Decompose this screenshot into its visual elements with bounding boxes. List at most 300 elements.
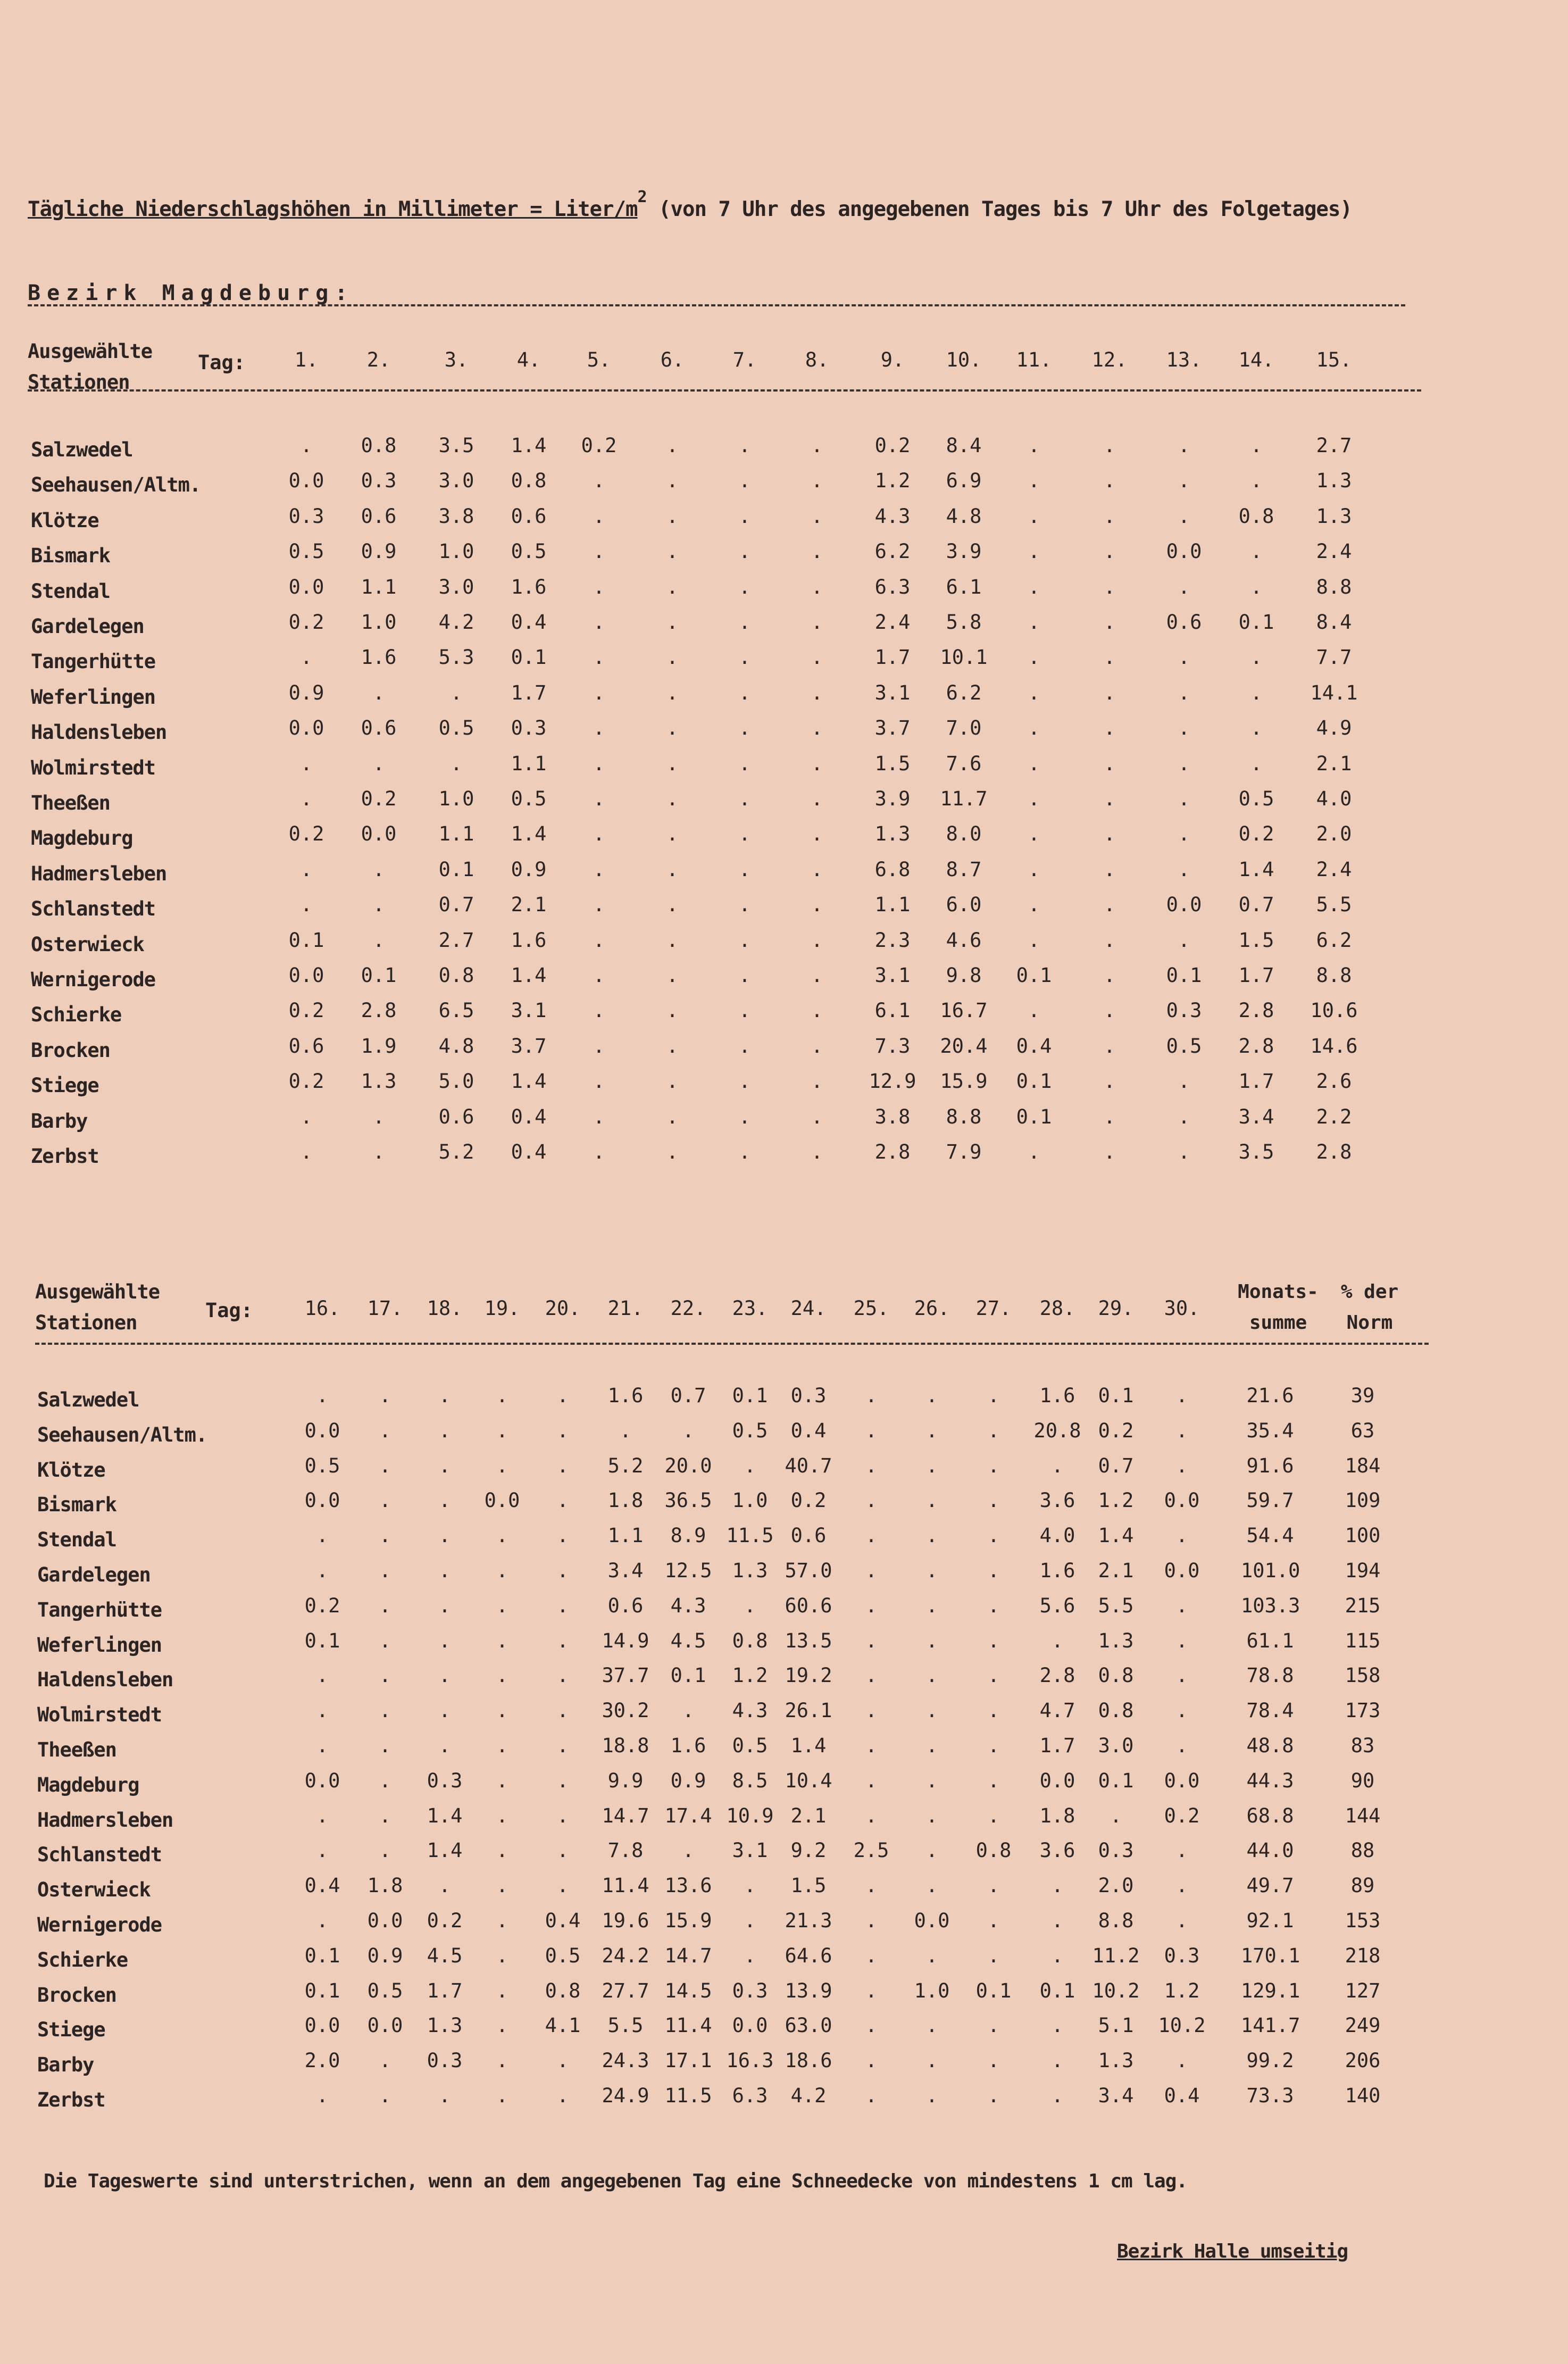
precip-value: . (593, 681, 605, 704)
precip-value: 1.2 (874, 469, 911, 493)
precip-value: . (744, 1944, 756, 1967)
precip-value: . (738, 540, 751, 563)
precip-value: . (1178, 469, 1190, 493)
station-name: Gardelegen (37, 1563, 151, 1586)
precip-value: . (1175, 2049, 1188, 2072)
precip-value: 1.6 (511, 575, 547, 598)
precip-value: . (811, 1141, 823, 1163)
station-name: Schlanstedt (31, 897, 156, 921)
precip-value: . (556, 1524, 569, 1547)
precip-value: 0.5 (1166, 1034, 1202, 1058)
precip-value: . (865, 1944, 878, 1967)
precip-value: . (666, 752, 679, 775)
precip-value: 0.0 (304, 1419, 340, 1442)
precip-value: 0.5 (732, 1734, 768, 1757)
percent-norm-value: 249 (1345, 2014, 1381, 2037)
precip-value: . (593, 928, 605, 952)
precip-value: . (379, 1839, 391, 1862)
precip-value: 5.2 (438, 1141, 474, 1163)
precip-value: 6.0 (946, 893, 982, 917)
precip-value: 2.6 (1316, 1070, 1352, 1093)
precip-value: . (1103, 469, 1116, 493)
precip-value: 5.5 (1316, 893, 1352, 917)
precip-value: 2.8 (361, 999, 397, 1022)
day-header: 7. (732, 348, 757, 371)
precip-value: . (556, 1594, 569, 1617)
precip-value: 0.0 (1164, 1559, 1200, 1582)
precip-value: . (925, 1629, 938, 1652)
precip-value: . (865, 1594, 878, 1617)
percent-norm-value: 63 (1350, 1419, 1375, 1442)
precip-value: 1.9 (361, 1034, 397, 1058)
precip-value: 2.4 (1316, 540, 1352, 563)
precip-value: . (1103, 504, 1116, 528)
precip-value: 1.8 (607, 1489, 644, 1512)
precip-value: . (738, 752, 751, 775)
precip-value: . (1051, 2049, 1064, 2072)
precip-value: . (738, 893, 751, 917)
precip-value: . (316, 1664, 329, 1687)
precip-value: . (379, 1629, 391, 1652)
precip-value: . (811, 646, 823, 669)
precip-value: 0.9 (670, 1769, 706, 1792)
precip-value: . (1250, 646, 1263, 669)
precip-value: . (300, 1105, 313, 1128)
precip-value: 18.8 (602, 1734, 649, 1757)
precip-value: . (496, 2049, 508, 2072)
precip-value: . (1103, 717, 1116, 740)
precip-value: . (987, 1629, 1000, 1652)
precip-value: 0.1 (1166, 964, 1202, 987)
precip-value: 1.4 (427, 1804, 463, 1827)
precip-value: . (556, 1734, 569, 1757)
precip-value: 6.1 (874, 999, 911, 1022)
precip-value: 17.1 (664, 2049, 712, 2072)
precip-value: 4.7 (1039, 1699, 1075, 1722)
percent-norm-value: 90 (1350, 1769, 1375, 1792)
precip-value: 1.4 (790, 1734, 827, 1757)
day-header: 3. (444, 348, 469, 371)
monthly-sum-value: 91.6 (1246, 1454, 1294, 1477)
monthly-sum-value: 48.8 (1246, 1734, 1294, 1757)
precip-value: . (666, 964, 679, 987)
precip-value: 0.5 (304, 1454, 340, 1477)
precip-value: . (811, 822, 823, 846)
precip-value: . (379, 1419, 391, 1442)
precip-value: 0.6 (288, 1034, 324, 1058)
precip-value: . (925, 1489, 938, 1512)
day-header: 9. (880, 348, 905, 371)
precip-value: 0.0 (304, 1769, 340, 1792)
precip-value: 0.0 (361, 822, 397, 846)
precip-value: 1.6 (670, 1734, 706, 1757)
precip-value: . (1028, 681, 1040, 704)
precip-value: 5.5 (607, 2014, 644, 2037)
precip-value: . (738, 1105, 751, 1128)
precip-value: 1.0 (438, 540, 474, 563)
precip-value: . (1103, 964, 1116, 987)
precip-value: . (496, 1734, 508, 1757)
precip-value: 0.1 (288, 928, 324, 952)
station-name: Salzwedel (31, 438, 133, 461)
monthly-sum-value: 21.6 (1246, 1384, 1294, 1407)
precip-value: 1.3 (427, 2014, 463, 2037)
precip-value: . (744, 1874, 756, 1897)
monthly-sum-value: 61.1 (1246, 1629, 1294, 1652)
precip-value: . (1028, 434, 1040, 457)
station-name: Wolmirstedt (37, 1703, 162, 1727)
precip-value: . (496, 1559, 508, 1582)
day-header: 25. (853, 1297, 889, 1320)
percent-norm-value: 127 (1345, 1979, 1381, 2002)
day-header: 12. (1091, 348, 1128, 371)
precip-value: . (1178, 434, 1190, 457)
precip-value: . (865, 1734, 878, 1757)
precip-value: 3.0 (1098, 1734, 1134, 1757)
monthly-sum-value: 170.1 (1241, 1944, 1300, 1967)
title-superscript: 2 (637, 188, 647, 206)
precip-value: . (372, 893, 385, 917)
day-header: 28. (1039, 1297, 1075, 1320)
precip-value: . (1175, 1664, 1188, 1687)
precip-value: 0.4 (1016, 1034, 1052, 1058)
precip-value: 0.4 (511, 611, 547, 634)
precip-value: . (987, 1384, 1000, 1407)
precip-value: . (1028, 646, 1040, 669)
precip-value: . (556, 1769, 569, 1792)
precip-value: 0.4 (511, 1141, 547, 1163)
precip-value: 8.7 (946, 858, 982, 881)
precip-value: 0.2 (790, 1489, 827, 1512)
precip-value: . (987, 1804, 1000, 1827)
precip-value: 0.1 (304, 1944, 340, 1967)
precip-value: . (865, 1874, 878, 1897)
precip-value: . (925, 2084, 938, 2107)
precip-value: 1.3 (874, 822, 911, 846)
precip-value: 2.3 (874, 928, 911, 952)
precip-value: . (1028, 1141, 1040, 1163)
precip-value: . (556, 1664, 569, 1687)
station-name: Schierke (37, 1948, 128, 1971)
precip-value: 0.5 (438, 717, 474, 740)
precip-value: 0.4 (304, 1874, 340, 1897)
precip-value: . (987, 1664, 1000, 1687)
precip-value: 0.6 (1166, 611, 1202, 634)
station-name: Osterwieck (37, 1878, 151, 1902)
percent-norm-value: 109 (1345, 1489, 1381, 1512)
precip-value: 2.4 (1316, 858, 1352, 881)
precip-value: 0.8 (511, 469, 547, 493)
precip-value: . (496, 1629, 508, 1652)
precip-value: 14.1 (1310, 681, 1358, 704)
precip-value: . (987, 2049, 1000, 2072)
station-name: Weferlingen (31, 685, 156, 709)
precip-value: 0.1 (1098, 1384, 1134, 1407)
precip-value: 0.2 (581, 434, 617, 457)
precip-value: . (1103, 1105, 1116, 1128)
precip-value: . (987, 1454, 1000, 1477)
precip-value: . (496, 1524, 508, 1547)
precip-value: 2.1 (1098, 1559, 1134, 1582)
precip-value: 37.7 (602, 1664, 649, 1687)
precip-value: . (556, 2084, 569, 2107)
precip-value: 0.1 (304, 1629, 340, 1652)
precip-value: 0.1 (511, 646, 547, 669)
precip-value: 1.6 (1039, 1559, 1075, 1582)
precip-value: . (1175, 1384, 1188, 1407)
precip-value: . (1103, 681, 1116, 704)
precip-value: . (865, 2049, 878, 2072)
precip-value: 0.0 (1166, 893, 1202, 917)
precip-value: . (1250, 681, 1263, 704)
precip-value: . (925, 1804, 938, 1827)
precip-value: . (496, 1804, 508, 1827)
precip-value: 0.1 (975, 1979, 1012, 2002)
precip-value: 9.2 (790, 1839, 827, 1862)
district-rule (28, 304, 1405, 306)
precip-value: . (379, 1734, 391, 1757)
precip-value: 6.5 (438, 999, 474, 1022)
precip-value: . (1028, 540, 1040, 563)
precip-value: 60.6 (785, 1594, 832, 1617)
station-name: Wernigerode (37, 1913, 162, 1936)
precip-value: . (379, 1454, 391, 1477)
precip-value: . (1178, 717, 1190, 740)
precip-value: 14.7 (602, 1804, 649, 1827)
precip-value: . (316, 2084, 329, 2107)
day-header: 22. (670, 1297, 706, 1320)
precip-value: 0.8 (438, 964, 474, 987)
station-name: Theeßen (37, 1738, 116, 1761)
precip-value: . (865, 1629, 878, 1652)
precip-value: . (1028, 752, 1040, 775)
station-name: Seehausen/Altm. (37, 1423, 207, 1446)
percent-norm-value: 194 (1345, 1559, 1381, 1582)
precip-value: . (811, 787, 823, 810)
precip-value: 24.3 (602, 2049, 649, 2072)
precip-value: 0.8 (1098, 1699, 1134, 1722)
precip-value: . (738, 434, 751, 457)
precip-value: 1.3 (1098, 2049, 1134, 2072)
precip-value: . (666, 504, 679, 528)
precip-value: . (1175, 1629, 1188, 1652)
precip-value: . (666, 681, 679, 704)
precip-value: 4.5 (427, 1944, 463, 1967)
precip-value: . (1250, 540, 1263, 563)
precip-value: . (593, 575, 605, 598)
precip-value: 0.1 (1098, 1769, 1134, 1792)
precip-value: 7.7 (1316, 646, 1352, 669)
precip-value: 19.2 (785, 1664, 832, 1687)
precip-value: . (438, 1524, 451, 1547)
precip-value: . (556, 1699, 569, 1722)
precip-value: 9.8 (946, 964, 982, 987)
precip-value: 0.7 (670, 1384, 706, 1407)
precip-value: 0.1 (1238, 611, 1274, 634)
precip-value: 0.2 (288, 822, 324, 846)
precip-value: 4.0 (1316, 787, 1352, 810)
precip-value: . (496, 1454, 508, 1477)
day-header: 23. (732, 1297, 768, 1320)
precip-value: . (316, 1804, 329, 1827)
title-suffix: (von 7 Uhr des angegebenen Tages bis 7 Uhr des Folgetages) (646, 197, 1352, 221)
station-name: Tangerhütte (31, 650, 156, 673)
precip-value: . (1103, 858, 1116, 881)
precip-value: . (744, 1909, 756, 1932)
precip-value: 0.1 (361, 964, 397, 987)
precip-value: . (438, 1594, 451, 1617)
precip-value: . (556, 1629, 569, 1652)
precip-value: 3.7 (511, 1034, 547, 1058)
precip-value: . (556, 1384, 569, 1407)
precip-value: 1.5 (790, 1874, 827, 1897)
precip-value: 1.4 (511, 1070, 547, 1093)
percent-norm-value: 100 (1345, 1524, 1381, 1547)
precip-value: . (925, 1734, 938, 1757)
precip-value: . (438, 1629, 451, 1652)
precip-value: . (379, 1804, 391, 1827)
precip-value: . (300, 646, 313, 669)
precip-value: 0.0 (288, 964, 324, 987)
precip-value: . (1178, 646, 1190, 669)
precip-value: 0.5 (732, 1419, 768, 1442)
precip-value: . (738, 646, 751, 669)
precip-value: 0.0 (914, 1909, 950, 1932)
precip-value: . (666, 1105, 679, 1128)
precip-value: 0.0 (288, 575, 324, 598)
precip-value: . (1103, 999, 1116, 1022)
precip-value: . (300, 893, 313, 917)
precip-value: 2.8 (1238, 1034, 1274, 1058)
precip-value: . (1175, 1454, 1188, 1477)
precip-value: . (666, 787, 679, 810)
precip-value: . (496, 1419, 508, 1442)
precip-value: 0.1 (1039, 1979, 1075, 2002)
precip-value: 0.4 (790, 1419, 827, 1442)
precip-value: . (811, 504, 823, 528)
precip-value: 4.3 (874, 504, 911, 528)
precip-value: 1.4 (511, 964, 547, 987)
precip-value: . (682, 1839, 695, 1862)
precip-value: . (1028, 858, 1040, 881)
precip-value: 3.4 (1238, 1105, 1274, 1128)
station-name: Magdeburg (31, 827, 133, 850)
precip-value: 5.5 (1098, 1594, 1134, 1617)
precip-value: 3.0 (438, 575, 474, 598)
station-name: Salzwedel (37, 1388, 139, 1411)
precip-value: . (1250, 575, 1263, 598)
precip-value: . (316, 1384, 329, 1407)
precip-value: 4.0 (1039, 1524, 1075, 1547)
precip-value: . (1178, 1105, 1190, 1128)
precip-value: . (1175, 1839, 1188, 1862)
station-name: Schlanstedt (37, 1843, 162, 1867)
precip-value: 3.4 (1098, 2084, 1134, 2107)
precip-value: . (556, 1839, 569, 1862)
precip-value: . (1051, 1454, 1064, 1477)
monthly-sum-value: 44.0 (1246, 1839, 1294, 1862)
precip-value: . (738, 1070, 751, 1093)
precip-value: 3.9 (946, 540, 982, 563)
precip-value: . (379, 2084, 391, 2107)
precip-value: 3.8 (438, 504, 474, 528)
precip-value: . (682, 1419, 695, 1442)
precip-value: 19.6 (602, 1909, 649, 1932)
precip-value: . (1028, 928, 1040, 952)
precip-value: . (682, 1699, 695, 1722)
precip-value: 1.7 (1039, 1734, 1075, 1757)
precip-value: . (666, 893, 679, 917)
precip-value: 0.1 (732, 1384, 768, 1407)
precip-value: 1.2 (732, 1664, 768, 1687)
precip-value: 11.2 (1092, 1944, 1140, 1967)
station-name: Stiege (37, 2018, 105, 2042)
precip-value: . (379, 1384, 391, 1407)
precip-value: . (925, 1874, 938, 1897)
precip-value: . (438, 1454, 451, 1477)
precip-value: . (1028, 893, 1040, 917)
precip-value: . (496, 1839, 508, 1862)
precip-value: . (438, 1874, 451, 1897)
precip-value: 0.3 (427, 2049, 463, 2072)
station-name: Stendal (37, 1528, 116, 1552)
precip-value: 0.0 (304, 2014, 340, 2037)
precip-value: 11.5 (726, 1524, 774, 1547)
precip-value: 0.0 (367, 1909, 403, 1932)
page-title: Tägliche Niederschlagshöhen in Millimeter = Liter/$m^2$ (von 7 Uhr des angegebenen Tages bis 7 Uhr des Folgetages) (28, 188, 1352, 221)
precip-value: . (666, 575, 679, 598)
precip-value: . (811, 1070, 823, 1093)
precip-value: . (496, 2014, 508, 2037)
table2-header-rule (35, 1343, 1429, 1345)
precip-value: . (438, 1559, 451, 1582)
precip-value: . (450, 752, 463, 775)
precip-value: . (1250, 469, 1263, 493)
precip-value: . (666, 469, 679, 493)
precip-value: 24.9 (602, 2084, 649, 2107)
precip-value: 2.2 (1316, 1105, 1352, 1128)
precip-value: . (865, 1559, 878, 1582)
precip-value: . (593, 1105, 605, 1128)
precip-value: 11.4 (664, 2014, 712, 2037)
precip-value: . (987, 1909, 1000, 1932)
precip-value: . (1028, 787, 1040, 810)
day-header: 20. (545, 1297, 581, 1320)
precip-value: . (1178, 575, 1190, 598)
percent-norm-value: 88 (1350, 1839, 1375, 1862)
precip-value: . (379, 1594, 391, 1617)
precip-value: . (865, 1699, 878, 1722)
precip-value: . (865, 1454, 878, 1477)
precip-value: 1.3 (1316, 469, 1352, 493)
precip-value: . (379, 1559, 391, 1582)
precip-value: . (372, 681, 385, 704)
precip-value: . (738, 1034, 751, 1058)
precip-value: . (379, 1664, 391, 1687)
precip-value: . (666, 717, 679, 740)
precip-value: 5.0 (438, 1070, 474, 1093)
precip-value: . (811, 469, 823, 493)
precip-value: 2.7 (1316, 434, 1352, 457)
precip-value: 0.6 (511, 504, 547, 528)
precip-value: 0.8 (1238, 504, 1274, 528)
precip-value: . (1250, 717, 1263, 740)
precip-value: 4.2 (790, 2084, 827, 2107)
precip-value: 14.5 (664, 1979, 712, 2002)
monthly-sum-value: 141.7 (1241, 2014, 1300, 2037)
precip-value: . (811, 964, 823, 987)
precip-value: 4.9 (1316, 717, 1352, 740)
